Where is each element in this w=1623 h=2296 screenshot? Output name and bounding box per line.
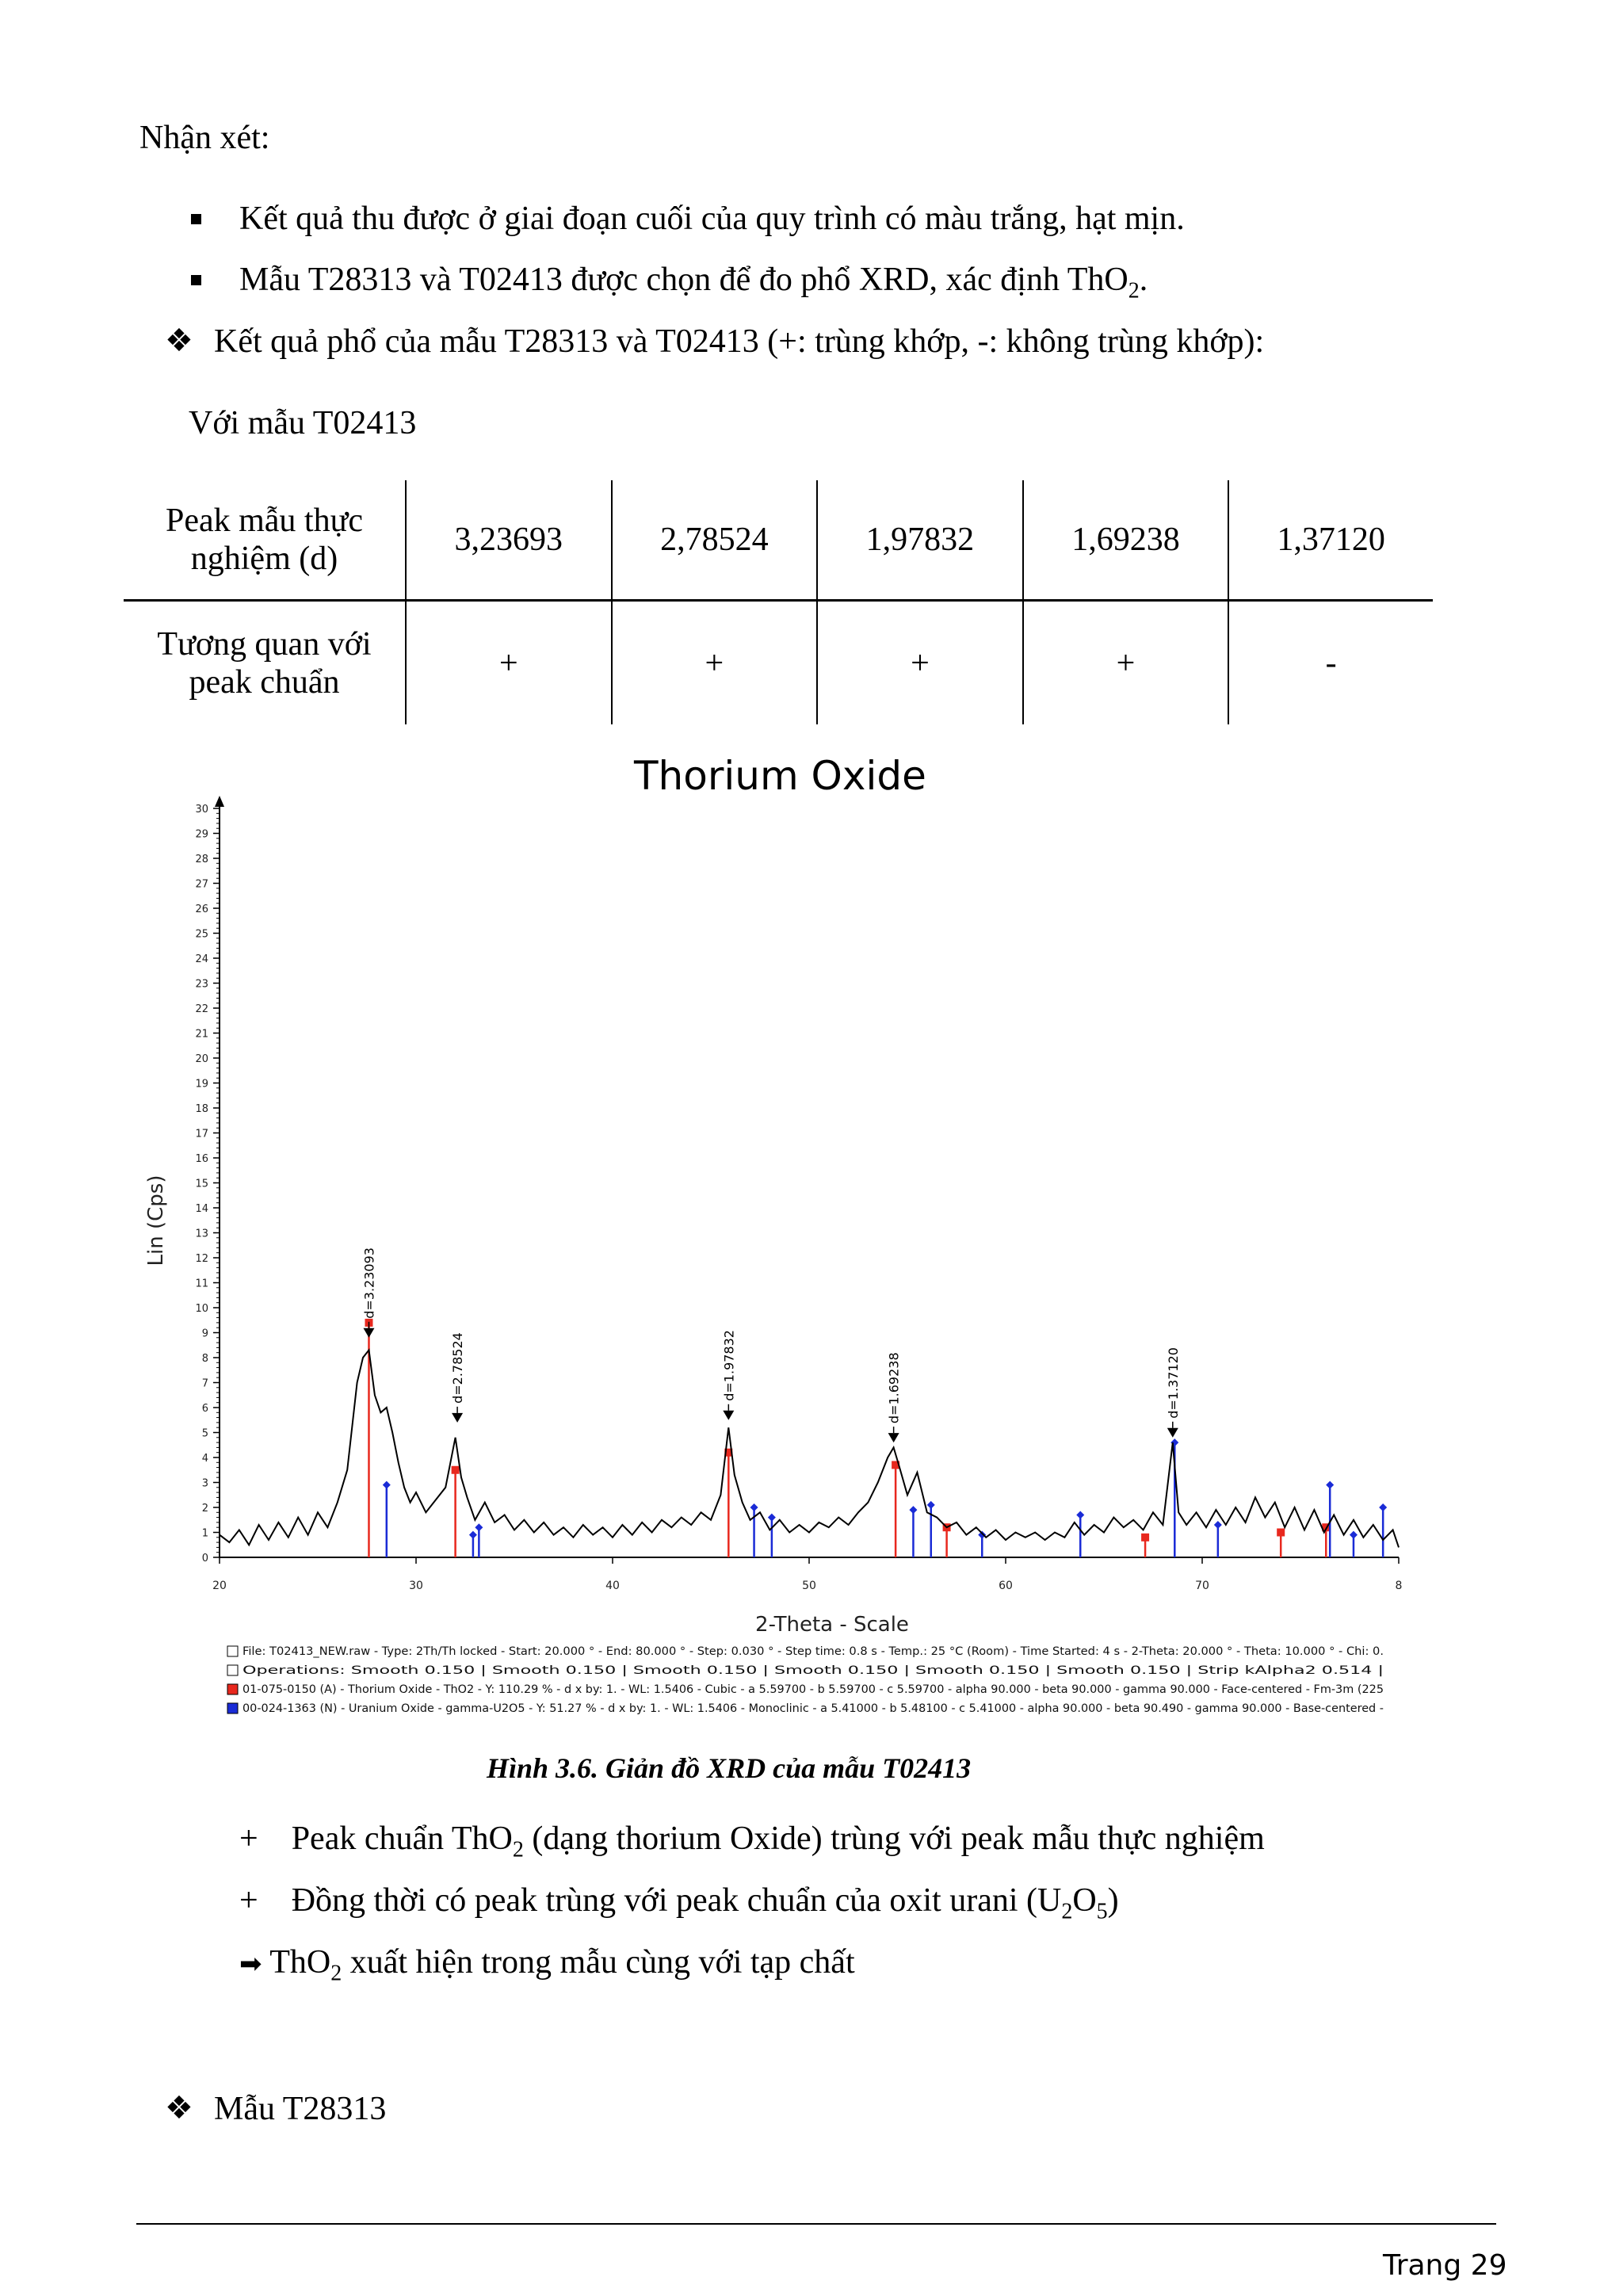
y-tick-label: 3 — [201, 1477, 208, 1490]
legend-tho2-reference: 01-075-0150 (A) - Thorium Oxide - ThO2 - Y: 110.29 % - d x by: 1. - WL: 1.5406 - Cubic - a 5.59700 - b 5.59700 - c 5.59700 - alpha 90.000 - beta 90.000 - gamma 90.000 - Face-centered - Fm-3m (225 — [242, 1683, 1384, 1696]
xrd-chart — [119, 793, 1403, 1728]
diamond-bullet-icon: ❖ — [165, 323, 193, 359]
diamond-bullet-icon: ❖ — [165, 2090, 193, 2126]
y-tick-label: 17 — [195, 1128, 208, 1140]
legend-file-info: File: T02413_NEW.raw - Type: 2Th/Th locked - Start: 20.000 ° - End: 80.000 ° - Step: 0.030 ° - Step time: 0.8 s - Temp.: 25 °C (Room) - Time Started: 4 s - 2-Theta: 20.000 ° - Theta: 10.000 ° - Chi: 0. — [242, 1645, 1384, 1658]
y-axis-label: Lin (Cps) — [144, 1175, 168, 1266]
table-row-header: Tương quan với peak chuẩn — [157, 625, 372, 701]
y-tick-label: 8 — [201, 1353, 208, 1365]
square-bullet-icon — [191, 214, 201, 224]
peak-label: d=2.78524 — [450, 1332, 466, 1404]
u2o5-reference-marker — [909, 1506, 917, 1514]
y-tick-label: 16 — [195, 1153, 208, 1165]
page-number: Trang 29 — [1383, 2249, 1507, 2282]
legend-marker — [227, 1646, 238, 1656]
table-row-header: Peak mẫu thực nghiệm (d) — [124, 480, 406, 601]
table-row — [124, 601, 1433, 725]
table-row — [124, 480, 1433, 601]
y-tick-label: 22 — [195, 1003, 208, 1015]
y-tick-label: 6 — [201, 1403, 208, 1415]
x-tick-label: 40 — [605, 1580, 620, 1592]
bullet-item-2: Mẫu T28313 và T02413 được chọn để đo phổ XRD, xác định ThO$_2$. — [239, 262, 1148, 304]
y-tick-label: 12 — [195, 1253, 208, 1265]
y-tick-label: 5 — [201, 1427, 208, 1440]
table-cell: 1,97832 — [817, 480, 1023, 601]
y-tick-label: 28 — [195, 854, 208, 865]
legend-marker — [227, 1703, 238, 1713]
table-cell: + — [817, 601, 1023, 725]
u2o5-reference-marker — [768, 1514, 776, 1522]
y-tick-label: 18 — [195, 1103, 208, 1115]
figure-caption: Hình 3.6. Giản đồ XRD của mẫu T02413 — [487, 1752, 972, 1784]
u2o5-reference-marker — [1214, 1521, 1222, 1529]
footer-divider — [136, 2223, 1496, 2225]
u2o5-reference-marker — [927, 1501, 935, 1509]
y-tick-label: 7 — [201, 1377, 208, 1390]
u2o5-reference-marker — [1350, 1531, 1358, 1539]
y-tick-label: 4 — [201, 1453, 208, 1465]
u2o5-reference-marker — [469, 1531, 477, 1539]
y-tick-label: 25 — [195, 928, 208, 941]
y-tick-label: 26 — [195, 904, 208, 915]
u2o5-reference-marker — [383, 1481, 391, 1489]
table-cell: + — [1023, 601, 1229, 725]
conclusion: ➡ ThO$_2$ xuất hiện trong mẫu cùng với tạp chất — [239, 1944, 855, 1986]
x-tick-label: 60 — [999, 1580, 1013, 1592]
table-cell: 3,23693 — [406, 480, 612, 601]
note-2: + Đồng thời có peak trùng với peak chuẩn của oxit urani $(U_2O_5)$ — [239, 1882, 1119, 1924]
bullet-item-1: Kết quả thu được ở giai đoạn cuối của quy trình có màu trắng, hạt mịn. — [239, 201, 1185, 237]
peak-label: d=3.23093 — [361, 1247, 377, 1319]
y-tick-label: 14 — [195, 1203, 208, 1215]
legend-operations: Operations: Smooth 0.150 | Smooth 0.150 | Smooth 0.150 | Smooth 0.150 | Smooth 0.150 | Smooth 0.150 | Strip kAlpha2 0.514 | — [242, 1664, 1384, 1677]
u2o5-reference-marker — [750, 1503, 758, 1511]
y-tick-label: 30 — [195, 804, 208, 816]
u2o5-reference-marker — [1076, 1511, 1084, 1519]
u2o5-reference-marker — [475, 1523, 483, 1531]
chart-title: Thorium Oxide — [634, 753, 926, 799]
y-tick-label: 9 — [201, 1328, 208, 1340]
right-arrow-icon: ➡ — [239, 1948, 262, 1980]
x-tick-label: 50 — [802, 1580, 816, 1592]
table-cell: 1,69238 — [1023, 480, 1229, 601]
table-cell: 1,37120 — [1228, 480, 1433, 601]
legend-u2o5-reference: 00-024-1363 (N) - Uranium Oxide - gamma-U2O5 - Y: 51.27 % - d x by: 1. - WL: 1.5406 - Monoclinic - a 5.41000 - b 5.48100 - c 5.41000 - alpha 90.000 - beta 90.490 - gamma 90.000 - Base-centered - — [242, 1702, 1384, 1715]
square-bullet-icon — [191, 275, 201, 285]
peak-arrow-icon — [888, 1433, 899, 1442]
y-tick-label: 29 — [195, 828, 208, 841]
x-tick-label: 8 — [1395, 1580, 1403, 1592]
next-sample-label: Mẫu T28313 — [214, 2091, 387, 2127]
y-tick-label: 20 — [195, 1053, 208, 1065]
y-tick-label: 0 — [201, 1553, 208, 1564]
u2o5-reference-marker — [978, 1531, 986, 1539]
y-tick-label: 1 — [201, 1527, 208, 1540]
peak-arrow-icon — [363, 1328, 374, 1338]
u2o5-reference-marker — [1379, 1503, 1387, 1511]
x-tick-label: 30 — [409, 1580, 423, 1592]
y-axis-arrow-icon — [215, 796, 224, 807]
peak-label: d=1.37120 — [1165, 1347, 1181, 1419]
section-heading: Nhận xét: — [139, 120, 270, 156]
y-tick-label: 2 — [201, 1503, 208, 1515]
result-intro: Kết quả phổ của mẫu T28313 và T02413 (+: trùng khớp, -: không trùng khớp): — [214, 323, 1265, 360]
tho2-reference-marker — [1277, 1529, 1285, 1537]
y-tick-label: 27 — [195, 878, 208, 891]
tho2-reference-marker — [452, 1466, 460, 1474]
y-tick-label: 15 — [195, 1178, 208, 1190]
y-tick-label: 24 — [195, 953, 208, 965]
table-cell: - — [1228, 601, 1433, 725]
x-tick-label: 70 — [1195, 1580, 1209, 1592]
x-axis-label: 2-Theta - Scale — [755, 1613, 909, 1637]
y-tick-label: 21 — [195, 1028, 208, 1041]
peak-arrow-icon — [723, 1411, 734, 1420]
y-tick-label: 10 — [195, 1303, 208, 1315]
u2o5-reference-marker — [1326, 1481, 1334, 1489]
y-tick-label: 23 — [195, 978, 208, 991]
peak-arrow-icon — [1167, 1428, 1178, 1438]
peak-label: d=1.69238 — [886, 1352, 902, 1424]
table-cell: + — [406, 601, 612, 725]
table-cell: 2,78524 — [612, 480, 818, 601]
table-cell: + — [612, 601, 818, 725]
legend-marker — [227, 1684, 238, 1694]
sample-label: Với mẫu T02413 — [189, 405, 417, 441]
peak-label: d=1.97832 — [721, 1330, 737, 1401]
x-tick-label: 20 — [212, 1580, 227, 1592]
note-1: + Peak chuẩn ThO$_2$ (dạng thorium Oxide) trùng với peak mẫu thực nghiệm — [239, 1820, 1265, 1862]
xrd-trace-line — [220, 1350, 1399, 1548]
y-tick-label: 19 — [195, 1078, 208, 1091]
y-tick-label: 11 — [195, 1278, 208, 1290]
peak-arrow-icon — [452, 1413, 463, 1423]
y-tick-label: 13 — [195, 1228, 208, 1240]
peak-comparison-table — [124, 480, 1433, 724]
tho2-reference-marker — [1141, 1534, 1149, 1541]
legend-marker — [227, 1665, 238, 1675]
